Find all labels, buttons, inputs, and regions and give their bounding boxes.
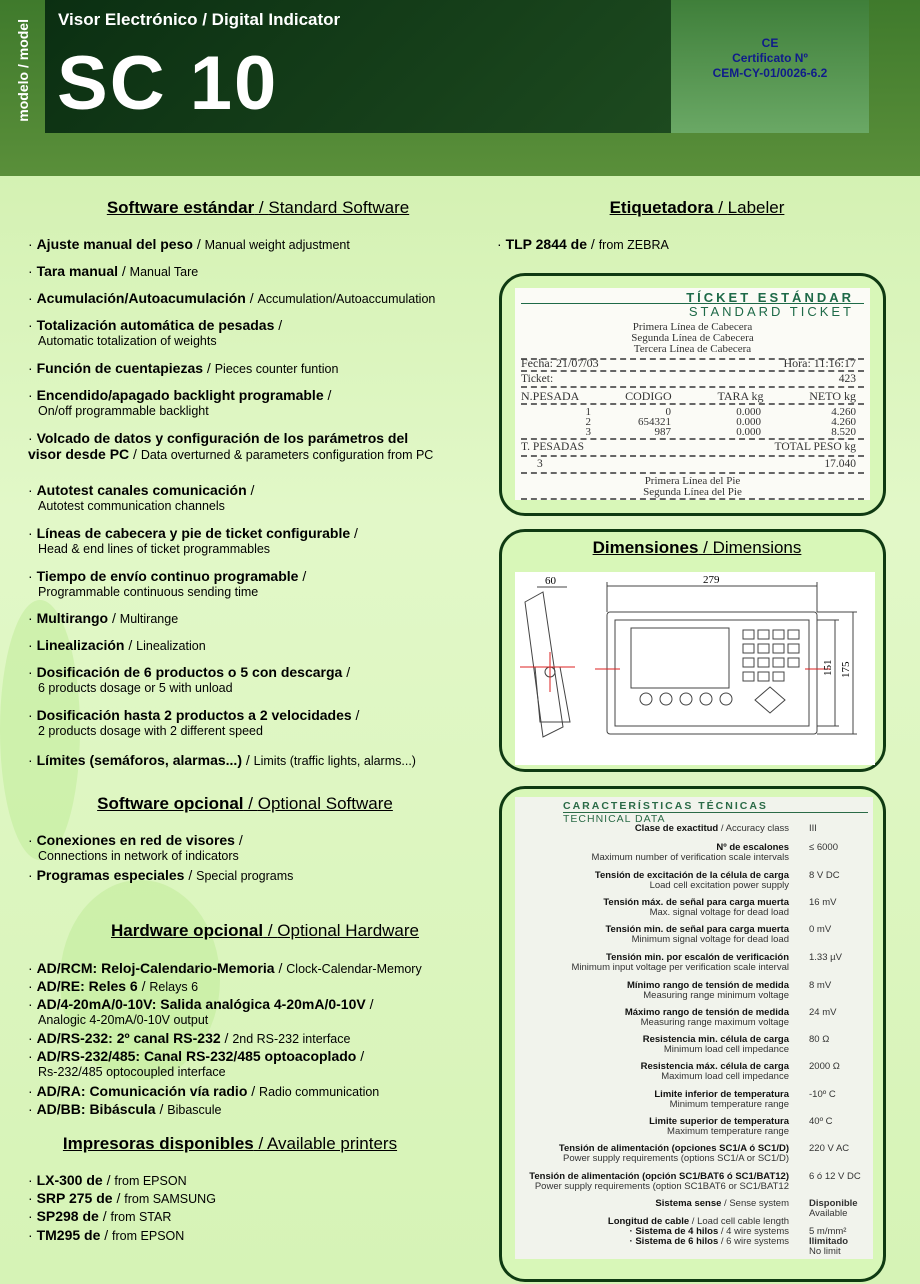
list-item: · Dosificación hasta 2 productos a 2 velocidades / 2 products dosage with 2 different speed — [28, 707, 360, 738]
list-item: · Ajuste manual del peso / Manual weight adjustment — [28, 236, 350, 252]
list-item: · AD/RE: Reles 6 / Relays 6 — [28, 978, 199, 994]
dimensions-drawing — [515, 572, 875, 765]
dim-depth-label: 60 — [545, 575, 556, 587]
list-item: · TLP 2844 de / from ZEBRA — [497, 236, 669, 252]
ticket-col: NETO kg — [809, 389, 856, 403]
ticket-foot-line: Segunda Línea del Pie — [643, 486, 742, 498]
list-item: · Conexiones en red de visores / Connections in network of indicators — [28, 832, 243, 863]
certificate-box — [671, 0, 869, 133]
ticket-date: Fecha: 21/07/03 — [521, 356, 599, 370]
tech-value: 80 Ω — [809, 1034, 830, 1045]
software-optional-heading: Software opcional / Optional Software — [97, 794, 393, 813]
tech-value: 2000 Ω — [809, 1061, 840, 1072]
tech-value: 0 mV — [809, 924, 832, 935]
tech-label: Resistencia máx. célula de carga Maximum load cell impedance — [640, 1061, 789, 1082]
dim-height-label: 175 — [840, 661, 852, 678]
tech-title: CARACTERÍSTICAS TÉCNICAS — [563, 800, 768, 812]
ticket-cell: 3 — [585, 426, 591, 438]
dim-width-label: 279 — [703, 574, 720, 586]
tech-value: Disponible Available — [809, 1198, 858, 1219]
ticket-head-line: Segunda Línea de Cabecera — [631, 332, 754, 344]
tech-label: Limite inferior de temperatura Minimum temperature range — [654, 1089, 789, 1110]
tech-value: ≤ 6000 — [809, 842, 838, 853]
list-item: · Programas especiales / Special programs — [28, 867, 294, 883]
cert-line: CE — [761, 36, 779, 50]
list-item: · Límites (semáforos, alarmas...) / Limits (traffic lights, alarms...) — [28, 752, 416, 768]
hardware-optional-heading: Hardware opcional / Optional Hardware — [110, 921, 420, 940]
tech-label: Tensión de excitación de la célula de carga Load cell excitation power supply — [594, 870, 789, 891]
tech-label: Clase de exactitud / Accuracy class — [634, 823, 789, 834]
ticket-total-label: T. PESADAS — [521, 441, 585, 453]
list-item: · Acumulación/Autoacumulación / Accumulation/Autoaccumulation — [28, 290, 436, 306]
ticket-cell: 0.000 — [736, 426, 761, 438]
tech-value: -10º C — [809, 1089, 836, 1100]
list-item: · Tiempo de envío continuo programable / Programmable continuous sending time — [28, 568, 307, 599]
header-title-box — [45, 0, 671, 133]
ticket-cell: 654321 — [638, 416, 671, 428]
tech-label: Tensión min. de señal para carga muerta Minimum signal voltage for dead load — [605, 924, 789, 945]
list-item: · Encendido/apagado backlight programable / On/off programmable backlight — [28, 387, 332, 418]
ticket-title: TÍCKET ESTÁNDAR — [686, 290, 854, 305]
ticket-time: Hora: 11:16:17 — [783, 356, 856, 370]
list-item: · TM295 de / from EPSON — [28, 1227, 185, 1243]
list-item: · SRP 275 de / from SAMSUNG — [28, 1190, 216, 1206]
labeler-heading: Etiquetadora / Labeler — [609, 198, 785, 217]
list-item: · AD/RS-232: 2º canal RS-232 / 2nd RS-232 interface — [28, 1030, 351, 1046]
tech-label: Mínimo rango de tensión de medida Measuring range minimum voltage — [626, 980, 789, 1001]
ticket-foot-line: Primera Línea del Pie — [644, 475, 741, 487]
list-item: · Multirango / Multirange — [28, 610, 179, 626]
list-item: · AD/RA: Comunicación vía radio / Radio communication — [28, 1083, 380, 1099]
tech-label: Tensión de alimentación (opciones SC1/A ó SC1/D) Power supply requirements (options SC1/A or SC1/D) — [558, 1143, 789, 1164]
ticket-label: Ticket: — [521, 373, 554, 385]
ticket-head-line: Primera Línea de Cabecera — [632, 321, 753, 333]
tech-value: 40º C — [809, 1116, 833, 1127]
tech-value: III — [809, 823, 817, 834]
list-item: · Autotest canales comunicación / Autotest communication channels — [28, 482, 255, 513]
ticket-total-weight: 17.040 — [824, 458, 856, 470]
list-item: · Tara manual / Manual Tare — [28, 263, 199, 279]
ticket-cell: 4.260 — [831, 406, 856, 418]
ticket-head-line: Tercera Línea de Cabecera — [633, 343, 752, 355]
tech-label: · Sistema de 6 hilos / 6 wire systems — [629, 1236, 789, 1247]
cert-line: CEM-CY-01/0026-6.2 — [712, 66, 828, 80]
list-item: · Líneas de cabecera y pie de ticket configurable / Head & end lines of ticket programmables — [28, 525, 358, 556]
tech-value: 8 V DC — [809, 870, 840, 881]
model-name: SC 10 — [57, 41, 279, 126]
ticket-cell: 0.000 — [736, 406, 761, 418]
subtitle: Visor Electrónico / Digital Indicator — [58, 10, 341, 29]
ticket-cell: 987 — [654, 426, 671, 438]
ticket-col: N.PESADA — [521, 389, 580, 403]
tech-label: Limite superior de temperatura Maximum temperature range — [649, 1116, 789, 1137]
tech-value: 24 mV — [809, 1007, 837, 1018]
list-item: · Función de cuentapiezas / Pieces counter funtion — [28, 360, 339, 376]
list-item: · AD/BB: Bibáscula / Bibascule — [28, 1101, 222, 1117]
standard-ticket-image — [515, 288, 870, 500]
list-item: · Dosificación de 6 productos o 5 con descarga / 6 products dosage or 5 with unload — [28, 664, 351, 695]
tech-label: Longitud de cable / Load cell cable length — [607, 1216, 789, 1227]
technical-data-image — [515, 797, 873, 1259]
tech-value: Ilimitado No limit — [809, 1236, 849, 1257]
ticket-cell: 4.260 — [831, 416, 856, 428]
tech-title-en: TECHNICAL DATA — [563, 812, 868, 825]
tech-label: Máximo rango de tensión de medida Measuring range maximum voltage — [624, 1007, 789, 1028]
ticket-col: CODIGO — [625, 389, 672, 403]
ticket-title-en: STANDARD TICKET — [688, 304, 854, 319]
list-item: · AD/RS-232/485: Canal RS-232/485 optoacoplado / Rs-232/485 optocoupled interface — [28, 1048, 365, 1079]
ticket-row — [521, 407, 856, 417]
ticket-cell: 8.520 — [831, 426, 856, 438]
list-item: · Totalización automática de pesadas / Automatic totalization of weights — [28, 317, 283, 348]
list-item: · AD/4-20mA/0-10V: Salida analógica 4-20mA/0-10V / Analogic 4-20mA/0-10V output — [28, 996, 374, 1027]
ticket-total-weight-label: TOTAL PESO kg — [774, 441, 856, 453]
tech-label: Nº de escalones Maximum number of verification scale intervals — [591, 842, 789, 863]
ticket-cell: 0.000 — [736, 416, 761, 428]
list-item: · SP298 de / from STAR — [28, 1208, 172, 1224]
tech-label: Resistencia min. célula de carga Minimum load cell impedance — [642, 1034, 789, 1055]
tech-value: 6 ó 12 V DC — [809, 1171, 861, 1182]
tech-label: Tensión de alimentación (opción SC1/BAT6 ó SC1/BAT12) Power supply requirements (option SC1BAT6 or SC1/BAT12 — [529, 1171, 789, 1192]
dim-inner-height-label: 151 — [822, 659, 834, 676]
ticket-total-count: 3 — [537, 458, 543, 470]
cert-line: Certificato Nº — [732, 51, 808, 65]
ticket-row — [521, 427, 856, 437]
ticket-number: 423 — [838, 373, 856, 385]
tech-label: Tensión min. por escalón de verificación Minimum input voltage per verification scale interval — [571, 952, 789, 973]
tech-value: 220 V AC — [809, 1143, 850, 1154]
list-item: · Volcado de datos y configuración de los parámetros del visor desde PC / Data overturned & parameters configuration from PC — [28, 430, 434, 462]
list-item: · LX-300 de / from EPSON — [28, 1172, 187, 1188]
side-label-text: modelo / model — [14, 18, 31, 122]
tech-value: 1.33 µV — [809, 952, 842, 963]
dimensions-svg — [515, 572, 875, 765]
dimensions-heading: Dimensiones / Dimensions — [592, 538, 802, 557]
side-label — [0, 0, 45, 140]
ticket-cell: 2 — [585, 416, 591, 428]
ticket-col: TARA kg — [717, 389, 764, 403]
ticket-cell: 1 — [585, 406, 591, 418]
tech-label: Tensión máx. de señal para carga muerta Max. signal voltage for dead load — [603, 897, 789, 918]
ticket-row — [521, 417, 856, 427]
printers-heading: Impresoras disponibles / Available printers — [62, 1134, 398, 1153]
list-item: · AD/RCM: Reloj-Calendario-Memoria / Clock-Calendar-Memory — [28, 960, 422, 976]
tech-value: 16 mV — [809, 897, 837, 908]
tech-label: Sistema sense / Sense system — [655, 1198, 789, 1209]
tech-value: 8 mV — [809, 980, 832, 991]
list-item: · Linealización / Linealization — [28, 637, 206, 653]
tech-value: 5 m/mm² — [809, 1226, 847, 1237]
tech-label: · Sistema de 4 hilos / 4 wire systems — [629, 1226, 789, 1237]
ticket-cell: 0 — [665, 406, 671, 418]
software-standard-heading: Software estándar / Standard Software — [106, 198, 410, 217]
